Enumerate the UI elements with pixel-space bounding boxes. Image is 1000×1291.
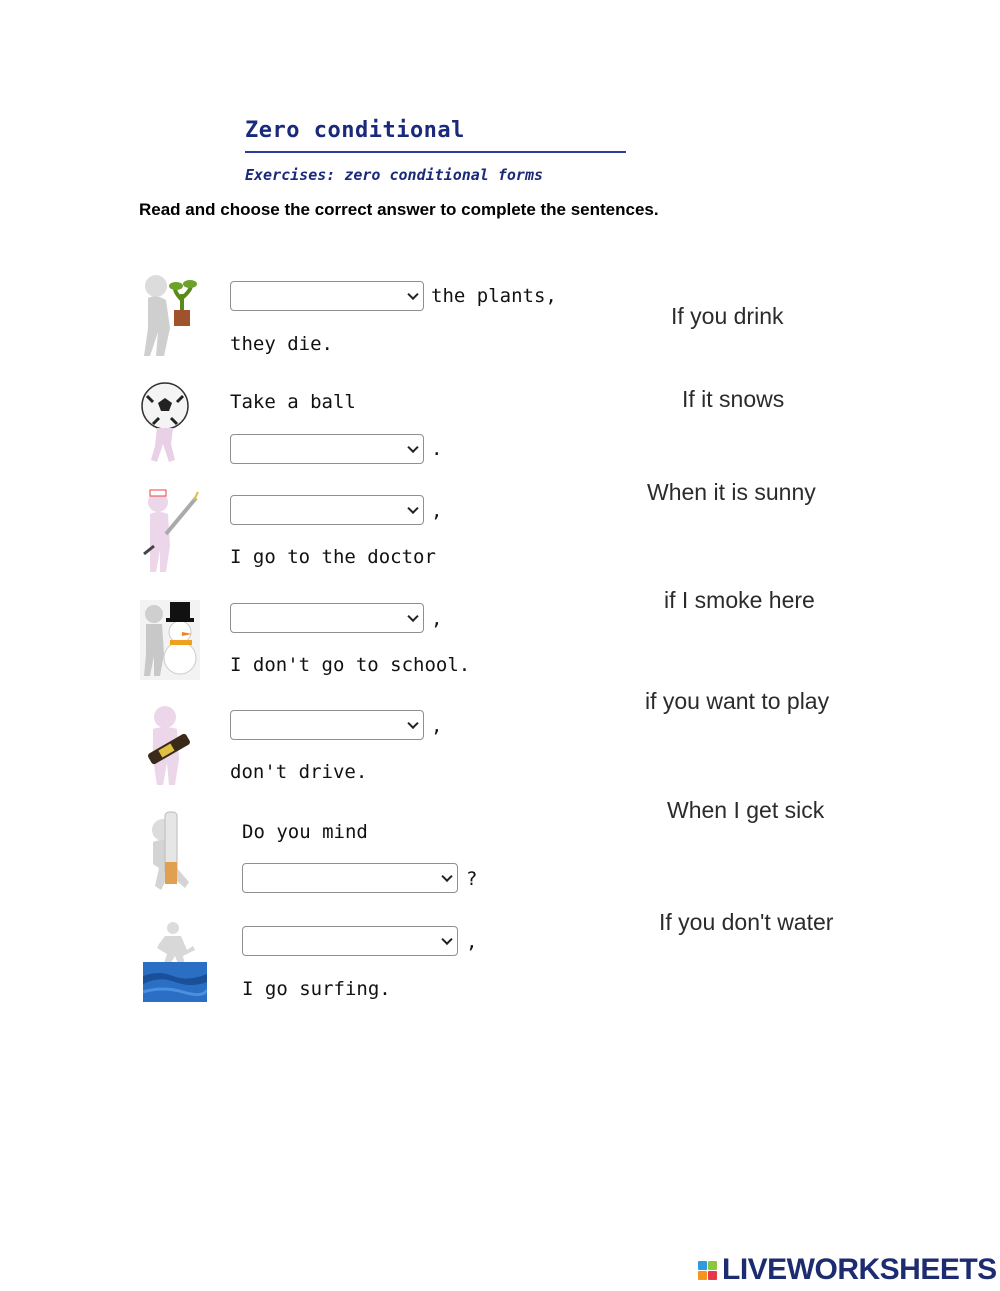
option-draggable[interactable]: If it snows xyxy=(682,386,785,412)
item-4-after: , xyxy=(431,608,443,630)
chevron-down-icon xyxy=(407,611,418,622)
instruction-text: Read and choose the correct answer to complete the sentences. xyxy=(139,200,659,219)
answer-select-7[interactable] xyxy=(242,926,458,956)
option-draggable[interactable]: When it is sunny xyxy=(647,479,816,505)
answer-select-5[interactable] xyxy=(230,710,424,740)
item-3-after: , xyxy=(431,500,443,522)
item-7-next-line: I go surfing. xyxy=(242,978,391,1000)
answer-select-2[interactable] xyxy=(230,434,424,464)
logo-text: LIVEWORKSHEETS xyxy=(722,1253,997,1286)
option-draggable[interactable]: If you drink xyxy=(671,303,784,329)
page-title: Zero conditional xyxy=(245,118,465,143)
chevron-down-icon xyxy=(407,442,418,453)
answer-select-3[interactable] xyxy=(230,495,424,525)
item-1-next-line: they die. xyxy=(230,333,333,355)
chevron-down-icon xyxy=(441,871,452,882)
surfer-figure-icon xyxy=(143,918,207,1002)
chevron-down-icon xyxy=(407,718,418,729)
soccer-ball-figure-icon xyxy=(141,380,191,464)
snowman-figure-icon xyxy=(140,600,200,680)
cigarette-figure-icon xyxy=(141,810,207,896)
chevron-down-icon xyxy=(407,289,418,300)
bottle-figure-icon xyxy=(141,703,197,787)
option-draggable[interactable]: When I get sick xyxy=(667,797,825,823)
item-6-after: ? xyxy=(466,868,478,890)
item-5-after: , xyxy=(431,715,443,737)
item-6-before: Do you mind xyxy=(242,821,368,843)
item-2-after: . xyxy=(431,438,443,460)
answer-select-4[interactable] xyxy=(230,603,424,633)
liveworksheets-logo xyxy=(698,1252,997,1288)
answer-select-6[interactable] xyxy=(242,863,458,893)
item-1-after: the plants, xyxy=(431,285,557,307)
plant-figure-icon xyxy=(140,272,202,358)
chevron-down-icon xyxy=(441,934,452,945)
item-4-next-line: I don't go to school. xyxy=(230,654,471,676)
logo-grid-icon xyxy=(698,1261,717,1280)
item-2-before: Take a ball xyxy=(230,391,356,413)
page-subtitle: Exercises: zero conditional forms xyxy=(245,166,544,184)
answer-select-1[interactable] xyxy=(230,281,424,311)
nurse-syringe-figure-icon xyxy=(140,488,200,574)
title-underline xyxy=(245,151,626,153)
item-7-after: , xyxy=(466,931,478,953)
item-3-next-line: I go to the doctor xyxy=(230,546,436,568)
option-draggable[interactable]: if you want to play xyxy=(645,688,830,714)
chevron-down-icon xyxy=(407,503,418,514)
item-5-next-line: don't drive. xyxy=(230,761,368,783)
option-draggable[interactable]: If you don't water xyxy=(659,909,834,935)
option-draggable[interactable]: if I smoke here xyxy=(664,587,815,613)
